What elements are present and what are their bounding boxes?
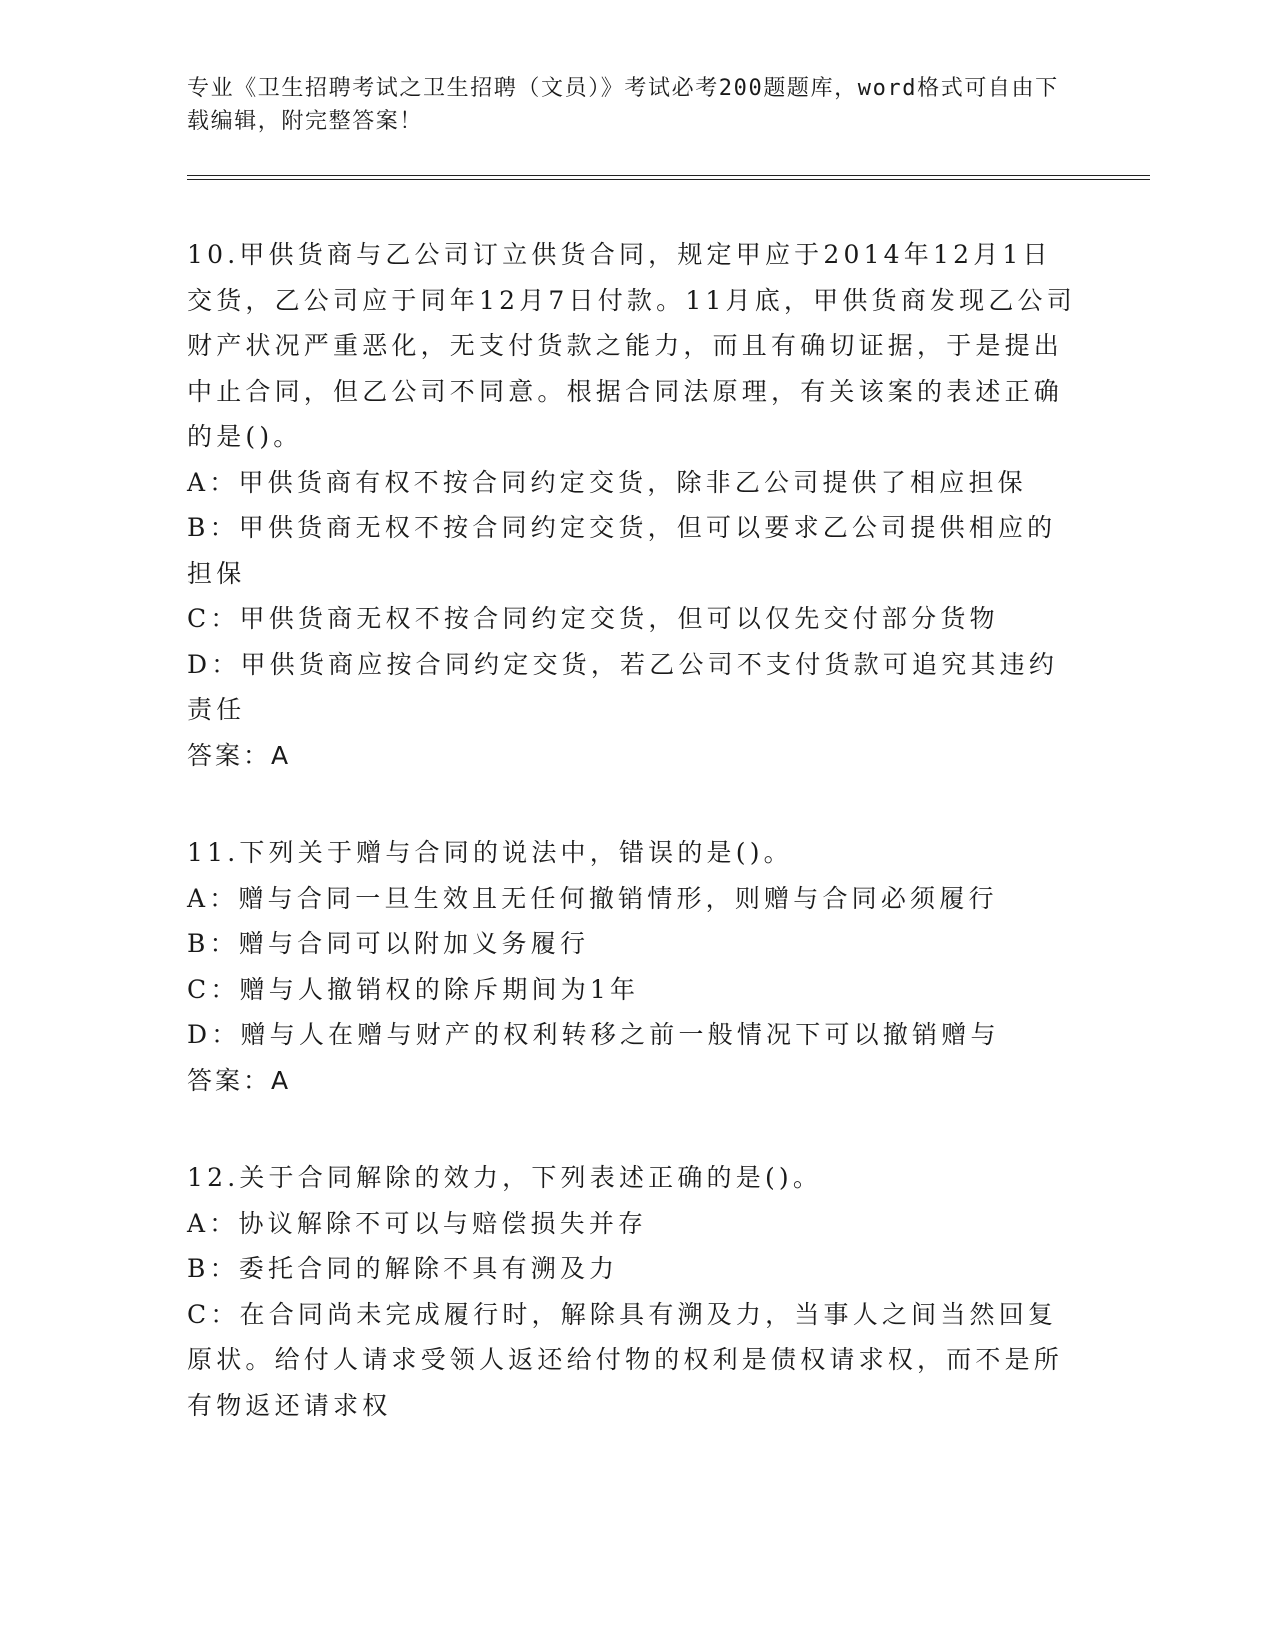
option-c: C：赠与人撤销权的除斥期间为1年 <box>187 974 640 1004</box>
header-double-rule <box>187 175 1150 180</box>
option-a: A：协议解除不可以与赔偿损失并存 <box>187 1208 648 1238</box>
question-stem: 11.下列关于赠与合同的说法中，错误的是()。 <box>187 838 793 867</box>
question-10 <box>187 232 1077 778</box>
option-c: C：甲供货商无权不按合同约定交货，但可以仅先交付部分货物 <box>187 604 999 633</box>
option-b: B：赠与合同可以附加义务履行 <box>187 929 590 958</box>
question-stem: 12.关于合同解除的效力，下列表述正确的是()。 <box>187 1163 823 1192</box>
document-header: 专业《卫生招聘考试之卫生招聘（文员）》考试必考200题题库，word格式可自由下载编辑，附完整答案！ <box>187 76 1059 134</box>
option-c: C：在合同尚未完成履行时，解除具有溯及力，当事人之间当然回复原状。给付人请求受领人返还给付物的权利是债权请求权，而不是所有物返还请求权 <box>187 1299 1064 1420</box>
answer-line: 答案：A <box>187 1065 292 1095</box>
question-stem: 10.甲供货商与乙公司订立供货合同，规定甲应于2014年12月1日交货，乙公司应于同年12月7日付款。11月底，甲供货商发现乙公司财产状况严重恶化，无支付货款之能力，而且有确切证据，于是提出中止合同，但乙公司不同意。根据合同法原理，有关该案的表述正确的是()。 <box>187 240 1076 451</box>
option-d: D：甲供货商应按合同约定交货，若乙公司不支付货款可追究其违约责任 <box>187 649 1059 724</box>
option-a: A：甲供货商有权不按合同约定交货，除非乙公司提供了相应担保 <box>187 467 1027 497</box>
question-12 <box>187 1155 1077 1428</box>
document-page <box>187 72 1137 1428</box>
option-d: D：赠与人在赠与财产的权利转移之前一般情况下可以撤销赠与 <box>187 1020 1000 1049</box>
question-11 <box>187 830 1077 1103</box>
answer-line: 答案：A <box>187 740 292 770</box>
option-b: B：甲供货商无权不按合同约定交货，但可以要求乙公司提供相应的担保 <box>187 513 1057 588</box>
option-b: B：委托合同的解除不具有溯及力 <box>187 1254 619 1283</box>
option-a: A：赠与合同一旦生效且无任何撤销情形，则赠与合同必须履行 <box>187 883 998 913</box>
